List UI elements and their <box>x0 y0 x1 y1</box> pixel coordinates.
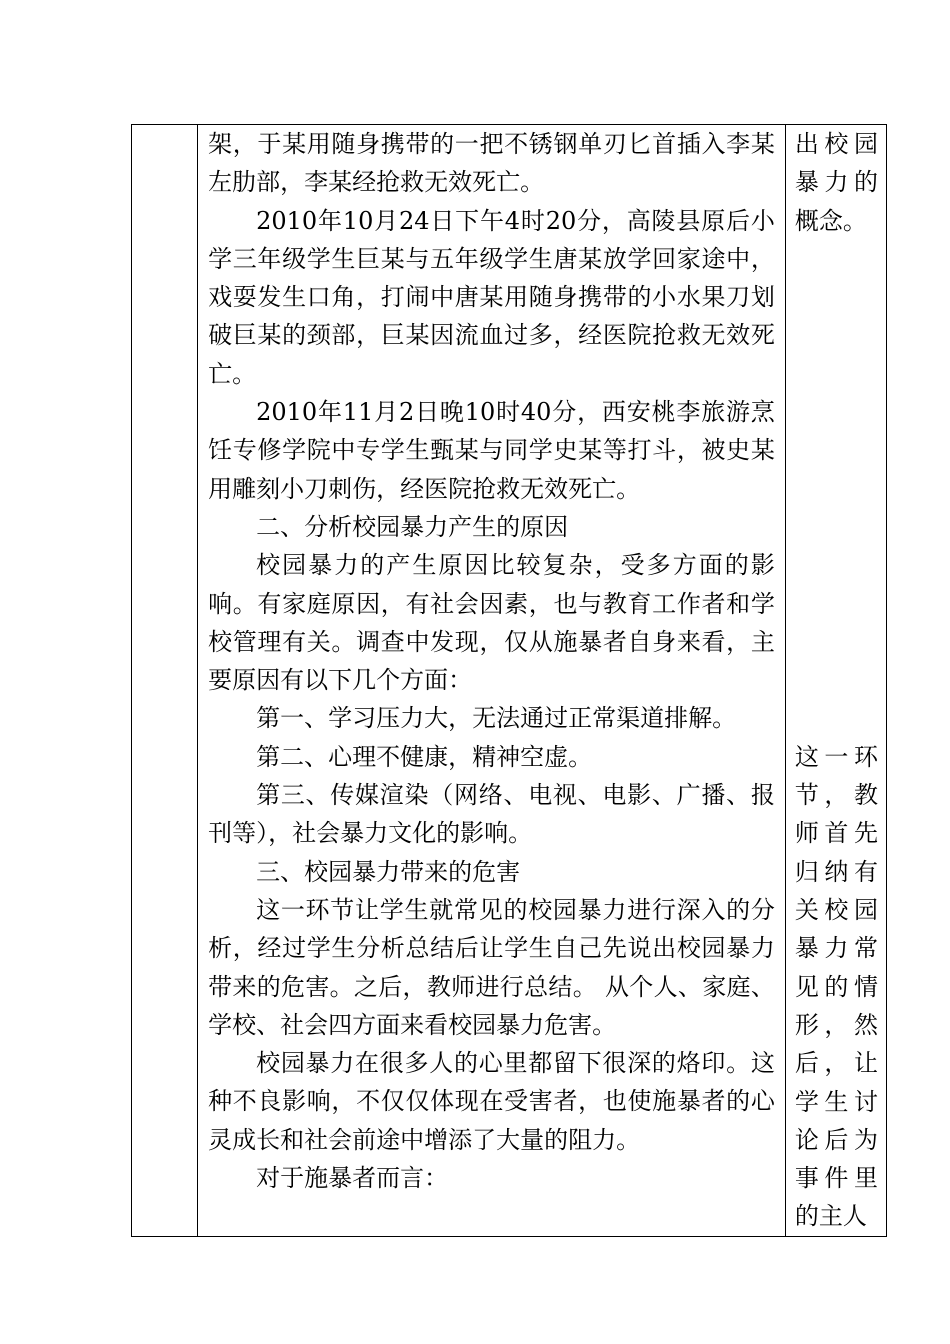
paragraph-harm-activity: 这一环节让学生就常见的校园暴力进行深入的分析，经过学生分析总结后让学生自己先说出校园暴力带来的危害。之后，教师进行总结。 从个人、家庭、学校、社会四方面来看校园暴力危害。 <box>208 895 775 1039</box>
teaching-content <box>198 125 785 1197</box>
paragraph-causes-intro: 校园暴力的产生原因比较复杂，受多方面的影响。有家庭原因，有社会因素，也与教育工作者和学校管理有关。调查中发现，仅从施暴者自身来看，主要原因有以下几个方面： <box>208 551 775 695</box>
paragraph-cause-1: 第一、学习压力大，无法通过正常渠道排解。 <box>256 704 737 733</box>
section-heading-harm: 三、校园暴力带来的危害 <box>256 857 521 886</box>
section-heading-causes: 二、分析校园暴力产生的原因 <box>256 512 569 541</box>
note-spacer <box>795 240 878 738</box>
paragraph-case-1-end: 架，于某用随身携带的一把不锈钢单刃匕首插入李某左肋部，李某经抢救无效死亡。 <box>208 130 775 197</box>
design-notes <box>786 125 886 1236</box>
paragraph-cause-3: 第三、传媒渲染（网络、电视、电影、广播、报刊等），社会暴力文化的影响。 <box>208 781 775 848</box>
paragraph-case-2: 2010年10月24日下午4时20分，高陵县原后小学三年级学生巨某与五年级学生唐某放学回家途中，戏耍发生口角，打闹中唐某用随身携带的小水果刀划破巨某的颈部，巨某因流血过多，经医院抢救无效死亡。 <box>208 206 775 388</box>
teaching-content-cell <box>198 125 786 1237</box>
lesson-plan-table <box>131 124 887 1237</box>
table-row <box>132 125 887 1237</box>
note-top: 出校园暴力的概念。 <box>794 130 878 235</box>
paragraph-perpetrator: 对于施暴者而言： <box>256 1164 449 1193</box>
paragraph-case-3: 2010年11月2日晚10时40分，西安桃李旅游烹饪专修学院中专学生甄某与同学史某等打斗，被史某用雕刻小刀刺伤，经医院抢救无效死亡。 <box>208 398 775 503</box>
blank-cell <box>132 125 198 1237</box>
note-bottom: 这一环节，教师首先归纳有关校园暴力常见的情形，然后，让学生讨论后为事件里的主人 <box>794 742 878 1231</box>
design-notes-cell <box>785 125 886 1237</box>
paragraph-harm-impact: 校园暴力在很多人的心里都留下很深的烙印。这种不良影响，不仅仅体现在受害者，也使施暴者的心灵成长和社会前途中增添了大量的阻力。 <box>208 1049 775 1154</box>
paragraph-cause-2: 第二、心理不健康，精神空虚。 <box>256 742 593 771</box>
